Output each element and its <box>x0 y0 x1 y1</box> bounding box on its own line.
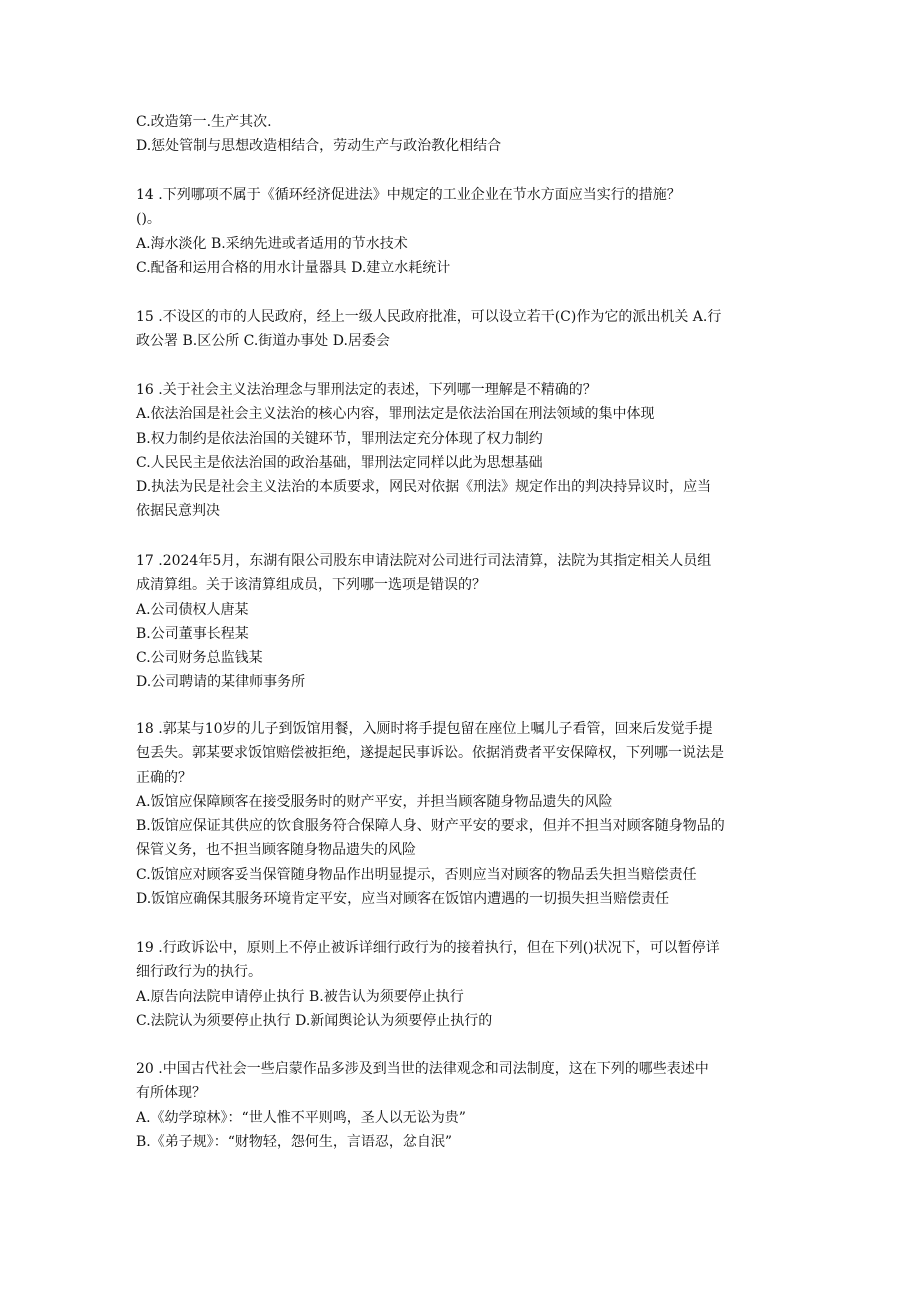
option-a: A.《幼学琼林》：“世人惟不平则鸣，圣人以无讼为贵” <box>136 1109 466 1126</box>
options-line: C.法院认为须要停止执行 D.新闻舆论认为须要停止执行的 <box>136 1012 493 1029</box>
question-text: ()。 <box>136 211 161 228</box>
option-d: D.惩处管制与思想改造相结合，劳动生产与政治教化相结合 <box>136 138 502 155</box>
option-a: A.饭馆应保障顾客在接受服务时的财产平安，并担当顾客随身物品遗失的风险 <box>136 793 613 810</box>
option-c: C.饭馆应对顾客妥当保管随身物品作出明显提示，否则应当对顾客的物品丢失担当赔偿责任 <box>136 866 697 883</box>
option-d: D.饭馆应确保其服务环境肯定平安，应当对顾客在饭馆内遭遇的一切损失担当赔偿责任 <box>136 891 670 908</box>
question-text: 19 .行政诉讼中，原则上不停止被诉详细行政行为的接着执行，但在下列()状况下，可以暂停详 <box>136 940 720 956</box>
question-text: 18 .郭某与10岁的儿子到饭馆用餐，入厕时将手提包留在座位上嘱儿子看管，回来后发觉手提 <box>136 721 713 737</box>
option-d: D.公司聘请的某律师事务所 <box>136 674 306 691</box>
question-text: 包丢失。郭某要求饭馆赔偿被拒绝，遂提起民事诉讼。依据消费者平安保障权，下列哪一说法是 <box>136 745 724 762</box>
question-15 <box>136 305 786 354</box>
option-b: B.《弟子规》：“财物轻，怨何生，言语忍，忿自泯” <box>136 1133 453 1150</box>
option-c: C.人民民主是依法治国的政治基础，罪刑法定同样以此为思想基础 <box>136 454 543 471</box>
option-c: C.公司财务总监钱某 <box>136 650 263 667</box>
options-q13-tail <box>136 110 786 159</box>
option-a: A.公司债权人唐某 <box>136 601 249 618</box>
option-c: C.改造第一.生产其次. <box>136 114 272 130</box>
question-text: 政公署 B.区公所 C.街道办事处 D.居委会 <box>136 333 390 350</box>
option-b: B.饭馆应保证其供应的饮食服务符合保障人身、财产平安的要求，但并不担当对顾客随身物品的 <box>136 818 725 835</box>
option-b: B.公司董事长程某 <box>136 625 249 642</box>
option-a: A.依法治国是社会主义法治的核心内容，罪刑法定是依法治国在刑法领域的集中体现 <box>136 406 655 423</box>
question-text: 17 .2024年5月，东湖有限公司股东申请法院对公司进行司法清算，法院为其指定相关人员组 <box>136 553 712 569</box>
option-b-cont: 保管义务，也不担当顾客随身物品遗失的风险 <box>136 842 416 859</box>
question-19 <box>136 936 786 1033</box>
option-d: D.执法为民是社会主义法治的本质要求，网民对依据《刑法》规定作出的判决持异议时，应当 <box>136 479 712 496</box>
question-text: 有所体现？ <box>136 1085 206 1102</box>
question-20 <box>136 1057 786 1154</box>
question-text: 14 .下列哪项不属于《循环经济促进法》中规定的工业企业在节水方面应当实行的措施？ <box>136 187 681 203</box>
question-14 <box>136 183 786 280</box>
question-17 <box>136 549 786 695</box>
options-line: A.海水淡化 B.采纳先进或者适用的节水技术 <box>136 235 408 252</box>
options-line: C.配备和运用合格的用水计量器具 D.建立水耗统计 <box>136 259 451 276</box>
question-text: 正确的？ <box>136 769 192 786</box>
option-b: B.权力制约是依法治国的关键环节，罪刑法定充分体现了权力制约 <box>136 430 543 447</box>
question-text: 15 .不设区的市的人民政府，经上一级人民政府批准，可以设立若干(C)作为它的派出机关 A.行 <box>136 309 722 325</box>
question-18 <box>136 717 786 911</box>
question-text: 成清算组。关于该清算组成员，下列哪一选项是错误的？ <box>136 577 486 594</box>
question-text: 16 .关于社会主义法治理念与罪刑法定的表述，下列哪一理解是不精确的？ <box>136 382 597 398</box>
question-16 <box>136 378 786 524</box>
option-d-cont: 依据民意判决 <box>136 503 220 520</box>
question-text: 20 .中国古代社会一些启蒙作品多涉及到当世的法律观念和司法制度，这在下列的哪些表述中 <box>136 1061 709 1077</box>
question-text: 细行政行为的执行。 <box>136 964 262 981</box>
options-line: A.原告向法院申请停止执行 B.被告认为须要停止执行 <box>136 988 464 1005</box>
